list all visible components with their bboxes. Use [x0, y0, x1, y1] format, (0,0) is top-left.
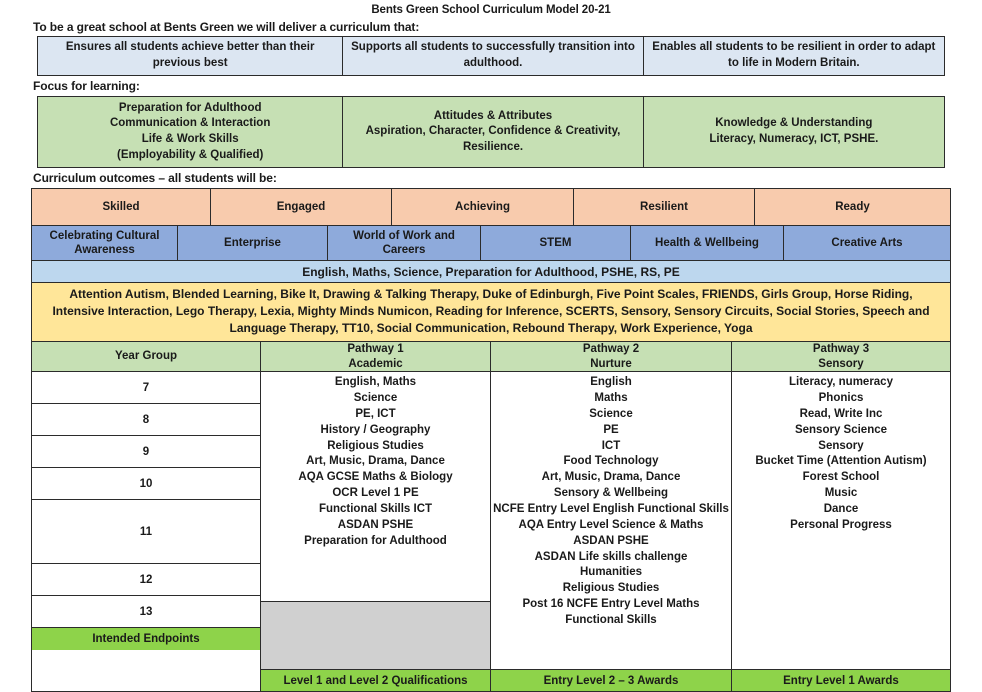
pathway-2-subject: AQA Entry Level Science & Maths [518, 518, 704, 531]
intended-endpoints-label: Intended Endpoints [32, 628, 260, 650]
promise-cell-3: Enables all students to be resilient in order to adapt to life in Modern Britain. [644, 37, 944, 75]
pathway-1-column [261, 342, 491, 691]
pathway-3-title: Pathway 3 [812, 343, 870, 356]
curriculum-promises-band [37, 36, 945, 76]
interventions-line-2: Intensive Interaction, Lego Therapy, Lexia, Mighty Minds Numicon, Reading for Inference, SCERTS, Sensory, Sensory Circuits, Social Stories, Speech and [52, 304, 930, 319]
pathway-2-subject: Religious Studies [562, 582, 660, 595]
theme-stem: STEM [481, 226, 631, 260]
pathway-2-subject: Humanities [580, 566, 642, 579]
focus-cell-3 [644, 97, 944, 167]
focus-for-learning-band [37, 96, 945, 168]
year-row-7: 7 [32, 372, 260, 404]
pathway-3-subject: Sensory Science [794, 423, 888, 436]
pathway-2-subject: PE [603, 423, 619, 436]
year-row-8: 8 [32, 404, 260, 436]
pathway-1-subject: Functional Skills ICT [318, 502, 433, 515]
pathway-1-subject-list [261, 372, 490, 601]
outcomes-row [32, 189, 950, 226]
outcome-skilled: Skilled [32, 189, 211, 225]
pathway-3-subject: Forest School [802, 471, 880, 484]
pathway-1-subject: Science [353, 391, 398, 404]
outcome-resilient: Resilient [574, 189, 755, 225]
pathway-grid [32, 342, 950, 691]
pathway-2-subject: Art, Music, Drama, Dance [541, 471, 681, 484]
pathway-3-subject: Personal Progress [790, 518, 892, 531]
outcome-ready: Ready [755, 189, 950, 225]
interventions-block [32, 283, 950, 342]
pathway-3-subject: Phonics [818, 391, 864, 404]
focus-cell-1-line-3: Life & Work Skills [141, 133, 239, 145]
year-row-13: 13 [32, 596, 260, 628]
theme-celebrating-cultural-awareness: Celebrating Cultural Awareness [32, 226, 178, 260]
pathway-2-endpoint: Entry Level 2 – 3 Awards [491, 669, 731, 691]
pathway-1-subject: PE, ICT [355, 407, 396, 420]
pathway-2-subject: ICT [601, 439, 621, 452]
pathway-3-subject-list [732, 372, 950, 669]
theme-world-of-work-and-careers: World of Work and Careers [328, 226, 481, 260]
year-group-column [32, 342, 261, 691]
pathway-3-subject: Sensory [818, 439, 864, 452]
pathway-1-subject: OCR Level 1 PE [332, 487, 419, 500]
pathway-2-column [491, 342, 732, 691]
pathway-3-column [732, 342, 950, 691]
year-row-9: 9 [32, 436, 260, 468]
pathway-3-subject: Bucket Time (Attention Autism) [755, 455, 927, 468]
pathway-1-subtitle: Academic [348, 357, 403, 370]
pathway-2-subject: ASDAN Life skills challenge [534, 550, 688, 563]
pathway-1-endpoint: Level 1 and Level 2 Qualifications [261, 669, 490, 691]
focus-cell-3-line-1: Knowledge & Understanding [715, 117, 873, 130]
focus-for-learning-label: Focus for learning: [33, 79, 140, 93]
focus-cell-3-line-2: Literacy, Numeracy, ICT, PSHE. [709, 133, 879, 145]
pathway-1-subject: History / Geography [320, 423, 431, 436]
pathway-3-subject: Read, Write Inc [799, 407, 883, 420]
pathway-2-subject: Sensory & Wellbeing [553, 487, 669, 500]
curriculum-outcomes-label: Curriculum outcomes – all students will be: [33, 171, 277, 185]
focus-cell-1-line-1: Preparation for Adulthood [118, 101, 262, 114]
intro-lead-text: To be a great school at Bents Green we will deliver a curriculum that: [33, 20, 420, 34]
pathway-3-subject: Dance [823, 502, 859, 515]
outcome-achieving: Achieving [392, 189, 574, 225]
pathway-1-subject: Religious Studies [327, 439, 424, 452]
theme-creative-arts: Creative Arts [784, 226, 950, 260]
pathway-2-subject: Functional Skills [565, 613, 657, 626]
focus-cell-1-line-4: (Employability & Qualified) [117, 148, 264, 161]
year-row-12: 12 [32, 564, 260, 596]
focus-cell-2 [343, 97, 643, 167]
promise-cell-2: Supports all students to successfully transition into adulthood. [343, 37, 643, 75]
themes-row [32, 226, 950, 261]
curriculum-main-table [31, 188, 951, 692]
pathway-1-subject: ASDAN PSHE [337, 518, 414, 531]
core-subjects-row: English, Maths, Science, Preparation for Adulthood, PSHE, RS, PE [32, 261, 950, 283]
interventions-line-3: Language Therapy, TT10, Social Communication, Rebound Therapy, Work Experience, Yoga [229, 321, 753, 336]
year-row-11: 11 [32, 500, 260, 564]
pathway-1-title: Pathway 1 [347, 343, 404, 356]
focus-cell-2-line-3: Resilience. [462, 140, 524, 153]
pathway-1-subject: English, Maths [334, 376, 417, 389]
pathway-2-subject: ASDAN PSHE [573, 534, 649, 547]
pathway-3-subtitle: Sensory [818, 357, 864, 370]
pathway-2-subject: Science [589, 407, 633, 420]
pathway-1-subject: Preparation for Adulthood [304, 534, 447, 547]
pathway-2-subject: Food Technology [563, 455, 659, 468]
pathway-2-subject: Maths [594, 391, 628, 404]
pathway-2-subject: Post 16 NCFE Entry Level Maths [522, 598, 700, 611]
interventions-line-1: Attention Autism, Blended Learning, Bike It, Drawing & Talking Therapy, Duke of Edinburgh, Five Point Scales, FRIENDS, Girls Group, Horse Riding, [69, 287, 913, 301]
page-title: Bents Green School Curriculum Model 20-21 [371, 4, 611, 16]
pathway-1-not-applicable-block [261, 601, 490, 669]
theme-health-and-wellbeing: Health & Wellbeing [631, 226, 784, 260]
pathway-3-subject: Literacy, numeracy [789, 376, 893, 389]
pathway-3-subject: Music [824, 487, 858, 500]
pathway-2-title: Pathway 2 [582, 343, 640, 356]
theme-enterprise: Enterprise [178, 226, 328, 260]
pathway-2-header [491, 342, 731, 372]
pathway-2-subject: NCFE Entry Level English Functional Skills [493, 502, 729, 515]
pathway-2-subject-list [491, 372, 731, 669]
promise-cell-1: Ensures all students achieve better than their previous best [38, 37, 343, 75]
year-row-10: 10 [32, 468, 260, 500]
pathway-2-subject: English [590, 376, 632, 389]
focus-cell-1 [38, 97, 343, 167]
pathway-3-header [732, 342, 950, 372]
outcome-engaged: Engaged [211, 189, 392, 225]
pathway-2-subtitle: Nurture [590, 357, 632, 370]
pathway-3-endpoint: Entry Level 1 Awards [732, 669, 950, 691]
focus-cell-2-line-1: Attitudes & Attributes [433, 109, 553, 122]
pathway-1-subject: AQA GCSE Maths & Biology [298, 471, 453, 484]
focus-cell-2-line-2: Aspiration, Character, Confidence & Creativity, [365, 125, 621, 138]
pathway-1-header [261, 342, 490, 372]
pathway-1-subject: Art, Music, Drama, Dance [306, 455, 445, 468]
focus-cell-1-line-2: Communication & Interaction [109, 117, 271, 130]
year-group-header: Year Group [32, 342, 260, 372]
